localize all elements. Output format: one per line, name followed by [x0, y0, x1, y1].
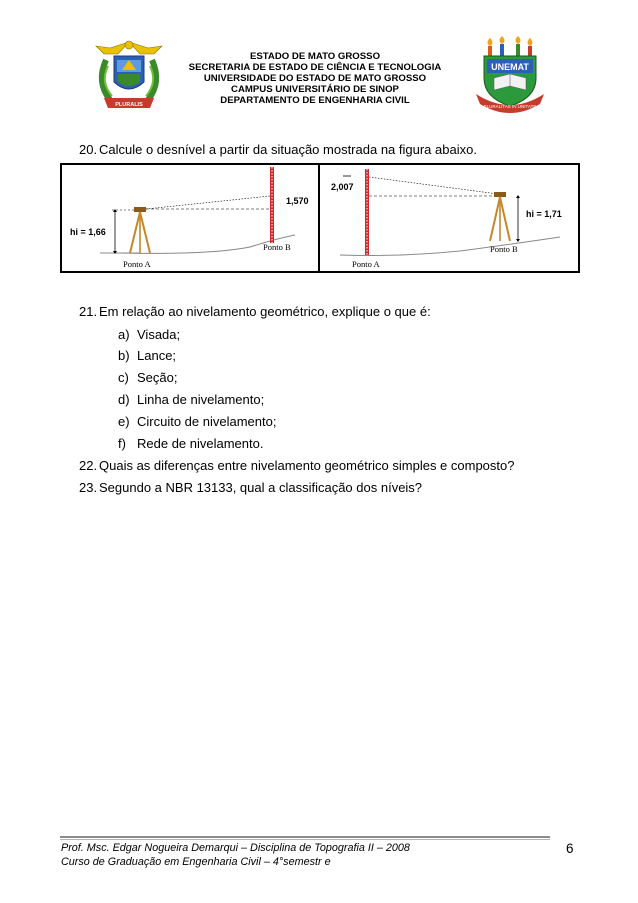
- footer-divider-thin: [60, 839, 550, 840]
- question-text: Em relação ao nivelamento geométrico, explique o que é:: [99, 304, 431, 319]
- list-item: f) Rede de nivelamento.: [118, 436, 264, 451]
- right-point-a-label: Ponto A: [352, 259, 380, 269]
- list-item: a) Visada;: [118, 327, 181, 342]
- question-text: Calcule o desnível a partir da situação mostrada na figura abaixo.: [99, 142, 477, 157]
- svg-text:PLURALITAS IN UNITATE: PLURALITAS IN UNITATE: [483, 104, 537, 109]
- list-item: e) Circuito de nivelamento;: [118, 414, 277, 429]
- question-20: [79, 142, 477, 158]
- question-number: 22.: [79, 458, 98, 473]
- footer-author-line: Prof. Msc. Edgar Nogueira Demarqui – Disciplina de Topografia II – 2008: [61, 842, 410, 854]
- right-point-b-label: Ponto B: [490, 244, 518, 254]
- header-line-university: UNIVERSIDADE DO ESTADO DE MATO GROSSO: [203, 73, 427, 84]
- left-point-b-label: Ponto B: [263, 242, 291, 252]
- svg-text:PLURALIS: PLURALIS: [115, 102, 143, 108]
- question-21: [79, 304, 431, 320]
- list-item: d) Linha de nivelamento;: [118, 392, 265, 407]
- header-line-campus: CAMPUS UNIVERSITÁRIO DE SINOP: [231, 84, 399, 95]
- svg-text:UNEMAT: UNEMAT: [491, 62, 529, 72]
- question-number: 20.: [79, 142, 98, 157]
- left-hi-label: hi = 1,66: [70, 227, 106, 237]
- question-number: 21.: [79, 304, 98, 319]
- question-text: Segundo a NBR 13133, qual a classificação dos níveis?: [99, 480, 423, 495]
- question-text: Quais as diferenças entre nivelamento geométrico simples e composto?: [99, 458, 515, 473]
- page-header: [0, 36, 638, 118]
- leveling-rod-icon: [365, 169, 369, 255]
- left-point-a-label: Ponto A: [123, 259, 151, 269]
- list-item: b) Lance;: [118, 348, 177, 363]
- footer-course-line: Curso de Graduação em Engenharia Civil – 4°semestr e: [61, 856, 331, 868]
- right-rod-reading: 2,007: [331, 182, 354, 192]
- right-hi-label: hi = 1,71: [526, 209, 562, 219]
- footer-divider: [60, 836, 550, 838]
- page-number: 6: [566, 841, 574, 856]
- list-item: c) Seção;: [118, 370, 178, 385]
- leveling-rod-icon: [270, 167, 274, 243]
- question-22: [79, 458, 515, 474]
- leveling-figure: [60, 163, 580, 273]
- institution-header-text: [175, 51, 455, 106]
- header-line-secretariat: SECRETARIA DE ESTADO DE CIÊNCIA E TECNOLOGIA: [188, 62, 442, 73]
- question-number: 23.: [79, 480, 98, 495]
- header-line-department: DEPARTAMENTO DE ENGENHARIA CIVIL: [220, 95, 410, 106]
- left-rod-reading: 1,570: [286, 196, 309, 206]
- header-line-state: ESTADO DE MATO GROSSO: [249, 51, 381, 62]
- unemat-seal-icon: [470, 36, 550, 114]
- question-23: [79, 480, 422, 496]
- mato-grosso-coat-of-arms-icon: [90, 38, 168, 112]
